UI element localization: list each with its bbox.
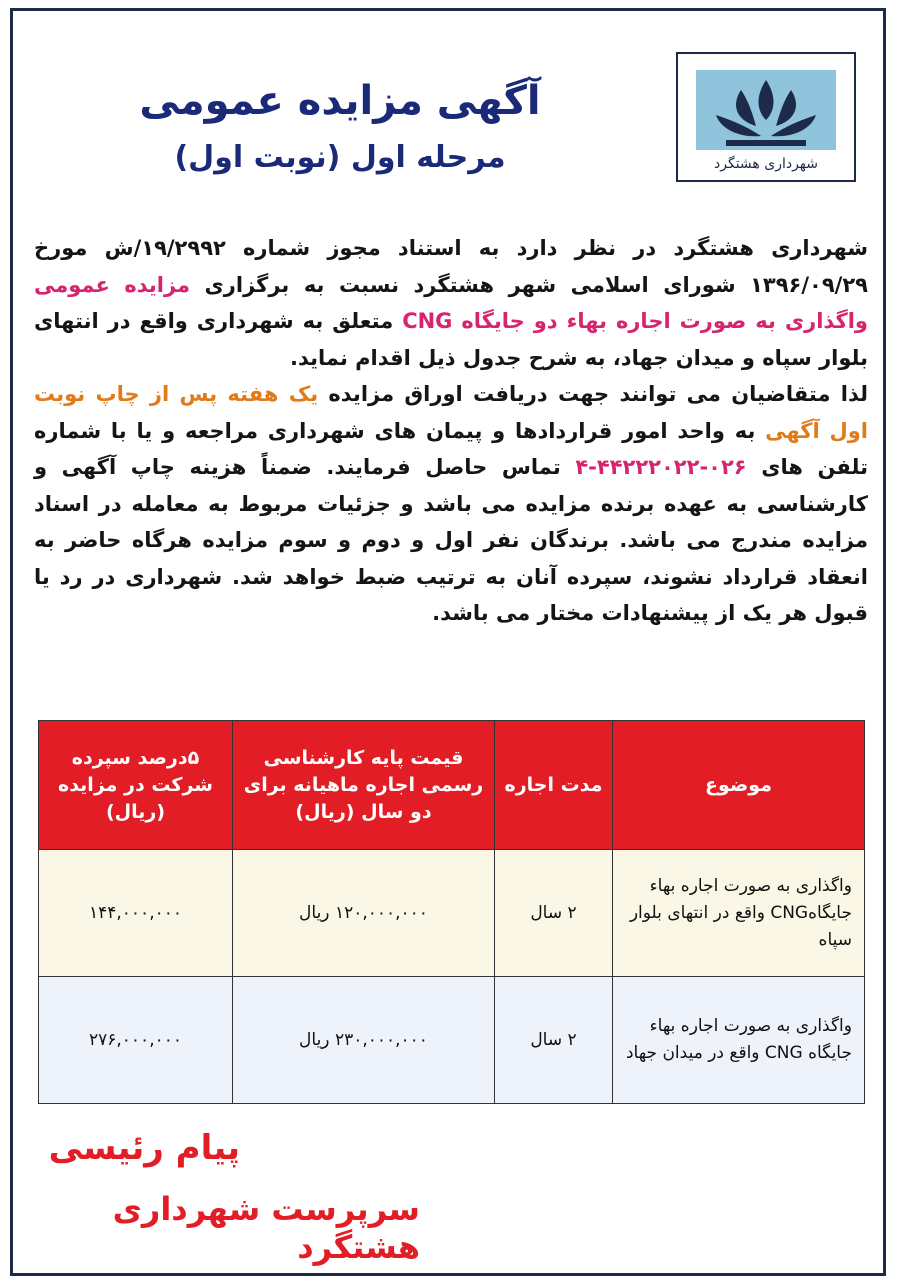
municipality-logo xyxy=(676,52,856,182)
cell-deposit: ۲۷۶,۰۰۰,۰۰۰ xyxy=(39,977,233,1104)
table-row xyxy=(39,977,865,1104)
emblem-icon xyxy=(686,60,846,160)
body-text-segment: تماس حاصل فرمایند. ضمناً هزینه چاپ آگهی و کارشناسی به عهده برنده مزایده می باشد و جزئیات مربوط به معامله در اسناد مزایده مندرج می باشد. برندگان نفر اول و دوم و سوم مزایده هرگاه حاضر به انعقاد قرارداد نشوند، سپرده آنان به ترتیب ضبط خواهد شد. شهرداری در رد یا قبول هر یک از پیشنهادات مختار می باشد. xyxy=(34,455,868,625)
body-highlight-subject: مزایده عمومی واگذاری به صورت اجاره بهاء دو جایگاه CNG xyxy=(34,272,868,333)
body-highlight-timing: یک هفته پس از چاپ نوبت اول آگهی xyxy=(34,382,868,443)
logo-caption: شهرداری هشتگرد xyxy=(714,156,818,172)
notice-subtitle: مرحله اول (نوبت اول) xyxy=(174,140,506,175)
body-text-segment: متعلق به شهرداری واقع در انتهای بلوار سپاه و میدان جهاد، به شرح جدول ذیل اقدام نماید. xyxy=(34,309,868,370)
cell-price: ۲۳۰,۰۰۰,۰۰۰ ریال xyxy=(233,977,495,1104)
table-header-row xyxy=(39,721,865,850)
signatory-name: پیام رئیسی xyxy=(48,1128,240,1168)
table-row xyxy=(39,850,865,977)
header-deposit: ۵درصد سپرده شرکت در مزایده (ریال) xyxy=(39,721,233,850)
body-text-segment: به واحد امور قراردادها و پیمان های شهرداری مراجعه و یا با شماره تلفن های xyxy=(34,418,868,479)
header-price: قیمت پایه کارشناسی رسمی اجاره ماهیانه برای دو سال (ریال) xyxy=(233,721,495,850)
header-duration: مدت اجاره xyxy=(495,721,613,850)
notice-body xyxy=(34,230,868,632)
signatory-title: سرپرست شهرداری هشتگرد xyxy=(112,1190,420,1266)
cell-deposit: ۱۴۴,۰۰۰,۰۰۰ xyxy=(39,850,233,977)
phone-number: ۰۲۶-۴۴۲۲۲۰۲۲-۴ xyxy=(575,455,747,479)
cell-subject: واگذاری به صورت اجاره بهاء جایگاهCNG واقع در انتهای بلوار سپاه xyxy=(613,850,865,977)
cell-subject: واگذاری به صورت اجاره بهاء جایگاه CNG واقع در میدان جهاد xyxy=(613,977,865,1104)
auction-table xyxy=(38,720,865,1104)
cell-price: ۱۲۰,۰۰۰,۰۰۰ ریال xyxy=(233,850,495,977)
cell-duration: ۲ سال xyxy=(495,977,613,1104)
notice-title: آگهی مزایده عمومی xyxy=(139,78,541,124)
header-subject: موضوع xyxy=(613,721,865,850)
cell-duration: ۲ سال xyxy=(495,850,613,977)
body-text-segment: شهرداری هشتگرد در نظر دارد به استناد مجوز شماره ۱۹/۲۹۹۲/ش مورخ ۱۳۹۶/۰۹/۲۹ شورای اسلامی شهر هشتگرد نسبت به برگزاری xyxy=(34,236,868,297)
body-text-segment: لذا متقاضیان می توانند جهت دریافت اوراق مزایده xyxy=(318,382,868,406)
